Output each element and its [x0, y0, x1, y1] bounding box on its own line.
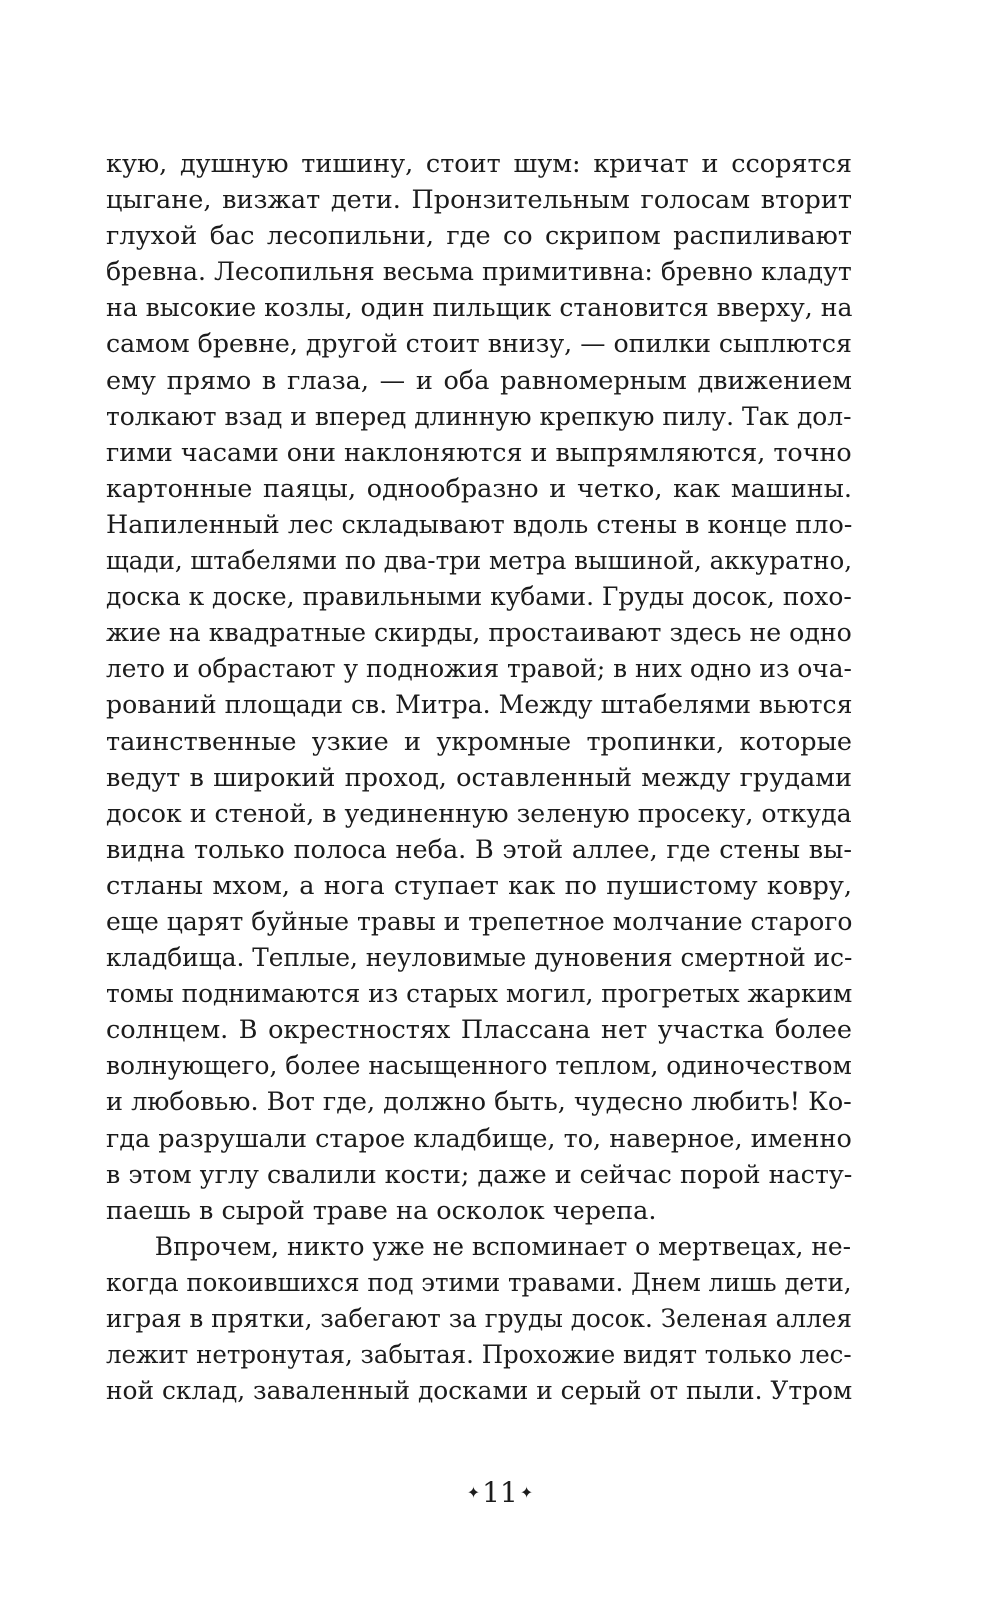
text-line: ной склад, заваленный досками и серый от пыли. Утром	[106, 1376, 853, 1407]
text-line: стланы мхом, а нога ступает как по пушистому ковру,	[106, 870, 852, 901]
text-line: ведут в широкий проход, оставленный между грудами	[106, 762, 852, 793]
text-line: Напиленный лес складывают вдоль стены в конце пло-	[106, 509, 853, 540]
right-ornament-icon: ✦	[519, 1483, 534, 1502]
text-line: кладбища. Теплые, неуловимые дуновения смертной ис-	[106, 943, 853, 974]
text-line: щади, штабелями по два-три метра вышиной, аккуратно,	[106, 546, 853, 577]
text-line: волнующего, более насыщенного теплом, одиночеством	[106, 1051, 852, 1082]
text-line: еще царят буйные травы и трепетное молчание старого	[106, 906, 853, 937]
text-line: Впрочем, никто уже не вспоминает о мертвецах, не-	[154, 1231, 852, 1262]
text-line: гда разрушали старое кладбище, то, наверное, именно	[106, 1123, 852, 1154]
text-line: толкают взад и вперед длинную крепкую пилу. Так дол-	[106, 401, 852, 432]
text-line: и любовью. Вот где, должно быть, чудесно любить! Ко-	[106, 1087, 852, 1118]
text-line: кую, душную тишину, стоит шум: кричат и ссорятся	[106, 149, 852, 179]
text-line: лето и обрастают у подножия травой; в них одно из оча-	[106, 654, 852, 685]
text-line: на высокие козлы, один пильщик становится вверху, на	[106, 293, 853, 324]
text-line: играя в прятки, забегают за груды досок. Зеленая аллея	[106, 1304, 852, 1334]
text-line: ему прямо в глаза, — и оба равномерным движением	[106, 365, 852, 396]
text-line: таинственные узкие и укромные тропинки, которые	[106, 726, 852, 757]
body-text	[106, 146, 852, 1409]
text-line: цыгане, визжат дети. Пронзительным голосам вторит	[106, 185, 852, 216]
text-line: солнцем. В окрестностях Плассана нет участка более	[106, 1015, 852, 1046]
text-line: гими часами они наклоняются и выпрямляются, точно	[106, 437, 852, 468]
text-line: доска к доске, правильными кубами. Груды досок, похо-	[106, 582, 852, 613]
text-line: самом бревне, другой стоит внизу, — опилки сыплются	[106, 329, 852, 360]
page-number-value: 11	[482, 1476, 518, 1509]
text-line: когда покоившихся под этими травами. Днем лишь дети,	[106, 1267, 852, 1298]
text-line: видна только полоса неба. В этой аллее, где стены вы-	[106, 834, 852, 865]
text-line: лежит нетронутая, забытая. Прохожие видят только лес-	[106, 1340, 852, 1371]
page-number	[0, 1477, 1000, 1509]
left-ornament-icon: ✦	[466, 1483, 481, 1502]
text-line: глухой бас лесопильни, где со скрипом распиливают	[106, 221, 852, 252]
text-line: паешь в сырой траве на осколок черепа.	[106, 1195, 657, 1226]
text-line: досок и стеной, в уединенную зеленую просеку, откуда	[106, 798, 852, 829]
text-line: в этом углу свалили кости; даже и сейчас порой насту-	[106, 1159, 853, 1190]
text-line: томы поднимаются из старых могил, прогретых жарким	[106, 979, 853, 1010]
text-line: жие на квадратные скирды, простаивают здесь не одно	[106, 618, 852, 649]
text-line: рований площади св. Митра. Между штабелями вьются	[106, 690, 853, 721]
text-line: картонные паяцы, однообразно и четко, как машины.	[106, 473, 852, 504]
text-line: бревна. Лесопильня весьма примитивна: бревно кладут	[106, 257, 852, 288]
